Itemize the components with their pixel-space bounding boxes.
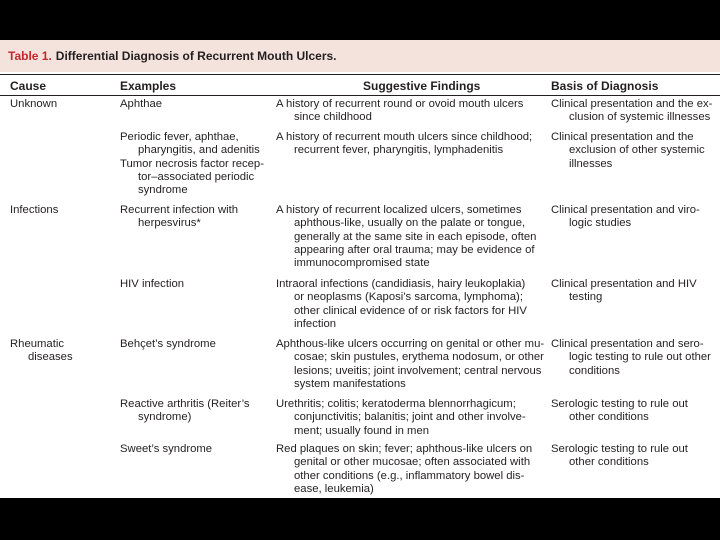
findings-cell	[276, 443, 532, 496]
cell-line: HIV infection	[120, 278, 185, 290]
findings-cell	[276, 338, 544, 391]
example-cell	[120, 131, 264, 197]
cell-line: logic testing to rule out other	[569, 351, 711, 364]
cell-line: A history of recurrent mouth ulcers since childhood;	[276, 131, 533, 143]
basis-cell	[551, 398, 688, 425]
cell-line: appearing after oral trauma; may be evidence of	[294, 243, 535, 256]
basis-cell	[551, 98, 712, 125]
cell-line: Clinical presentation and viro-	[551, 204, 700, 216]
cell-line: diseases	[28, 351, 73, 364]
header-examples: Examples	[120, 79, 177, 93]
cell-line: conditions	[569, 364, 620, 377]
table-title	[8, 49, 337, 63]
cell-line: generally at the same site in each episode, often	[294, 230, 537, 243]
cell-line: aphthous-like, usually on the palate or tongue,	[294, 217, 526, 230]
cell-line: Sweet’s syndrome	[120, 443, 213, 455]
cell-line: ease, leukemia)	[294, 482, 374, 495]
findings-cell	[276, 398, 526, 438]
cell-line: illnesses	[569, 157, 613, 170]
cell-line: lesions; uveitis; joint involvement; central nervous	[294, 364, 542, 377]
cell-line: Unknown	[10, 98, 58, 110]
cause-cell	[10, 98, 57, 111]
findings-cell	[276, 278, 527, 331]
cell-line: ment; usually found in men	[294, 424, 430, 437]
table-title-bar	[0, 40, 720, 72]
top-rule	[0, 74, 720, 75]
example-cell	[120, 278, 184, 291]
cell-line: since childhood	[294, 111, 372, 124]
cell-line: Urethritis; colitis; keratoderma blennorrhagicum;	[276, 398, 516, 410]
cell-line: other conditions	[569, 456, 649, 469]
cell-line: Infections	[10, 204, 59, 216]
cell-line: A history of recurrent round or ovoid mouth ulcers	[276, 98, 524, 110]
cell-line: tor–associated periodic	[138, 170, 255, 183]
cell-line: recurrent fever, pharyngitis, lymphadenitis	[294, 144, 504, 157]
example-cell	[120, 338, 216, 351]
example-cell	[120, 443, 212, 456]
header-cause: Cause	[10, 79, 47, 93]
cell-line: A history of recurrent localized ulcers, sometimes	[276, 204, 522, 216]
cause-cell	[10, 338, 73, 365]
cell-line: Serologic testing to rule out	[551, 398, 688, 410]
cell-line: syndrome)	[138, 411, 192, 424]
basis-cell	[551, 131, 705, 171]
cell-line: Aphthous-like ulcers occurring on genital or other mu-	[276, 338, 545, 350]
cell-line: Intraoral infections (candidiasis, hairy leukoplakia)	[276, 278, 526, 290]
document-page	[0, 40, 720, 498]
example-cell	[120, 204, 238, 231]
cell-line: logic studies	[569, 217, 632, 230]
findings-cell	[276, 98, 523, 125]
cell-line: Rheumatic	[10, 338, 64, 350]
cause-cell	[10, 204, 58, 217]
cell-line: Tumor necrosis factor recep-	[120, 157, 264, 170]
findings-cell	[276, 131, 532, 158]
cell-line: Clinical presentation and HIV	[551, 278, 697, 290]
cell-line: system manifestations	[294, 377, 406, 390]
cell-line: Recurrent infection with	[120, 204, 239, 216]
header-findings: Suggestive Findings	[363, 79, 481, 93]
example-cell	[120, 398, 250, 425]
cell-line: Clinical presentation and sero-	[551, 338, 704, 350]
cell-line: clusion of systemic illnesses	[569, 111, 711, 124]
header-basis: Basis of Diagnosis	[551, 79, 659, 93]
cell-line: other conditions (e.g., inflammatory bowel dis-	[294, 469, 525, 482]
cell-line: Behçet’s syndrome	[120, 338, 216, 350]
cell-line: syndrome	[138, 184, 188, 197]
table-label: Table 1.	[8, 49, 52, 63]
cell-line: or neoplasms (Kaposi’s sarcoma, lymphoma);	[294, 291, 523, 304]
cell-line: genital or other mucosae; often associated with	[294, 456, 531, 469]
cell-line: other clinical evidence of or risk factors for HIV	[294, 304, 527, 317]
cell-line: pharyngitis, and adenitis	[138, 144, 260, 157]
cell-line: immunocompromised state	[294, 257, 430, 270]
basis-cell	[551, 278, 697, 305]
cell-line: conjunctivitis; balanitis; joint and other involve-	[294, 411, 526, 424]
cell-line: Serologic testing to rule out	[551, 443, 688, 455]
cell-line: testing	[569, 291, 603, 304]
cell-line: Aphthae	[120, 98, 163, 110]
cell-line: cosae; skin pustules, erythema nodosum, or other	[294, 351, 544, 364]
cell-line: infection	[294, 317, 337, 330]
cell-line: Periodic fever, aphthae,	[120, 131, 239, 143]
cell-line: Red plaques on skin; fever; aphthous-like ulcers on	[276, 443, 533, 455]
cell-line: other conditions	[569, 411, 649, 424]
table-title-text: Differential Diagnosis of Recurrent Mouth Ulcers.	[55, 49, 337, 63]
example-cell	[120, 98, 162, 111]
basis-cell	[551, 443, 688, 470]
basis-cell	[551, 204, 700, 231]
cell-line: herpesvirus*	[138, 217, 201, 230]
header-rule	[0, 95, 720, 96]
cell-line: Clinical presentation and the ex-	[551, 98, 713, 110]
cell-line: exclusion of other systemic	[569, 144, 705, 157]
cell-line: Clinical presentation and the	[551, 131, 694, 143]
basis-cell	[551, 338, 711, 378]
cell-line: Reactive arthritis (Reiter’s	[120, 398, 250, 410]
findings-cell	[276, 204, 536, 270]
